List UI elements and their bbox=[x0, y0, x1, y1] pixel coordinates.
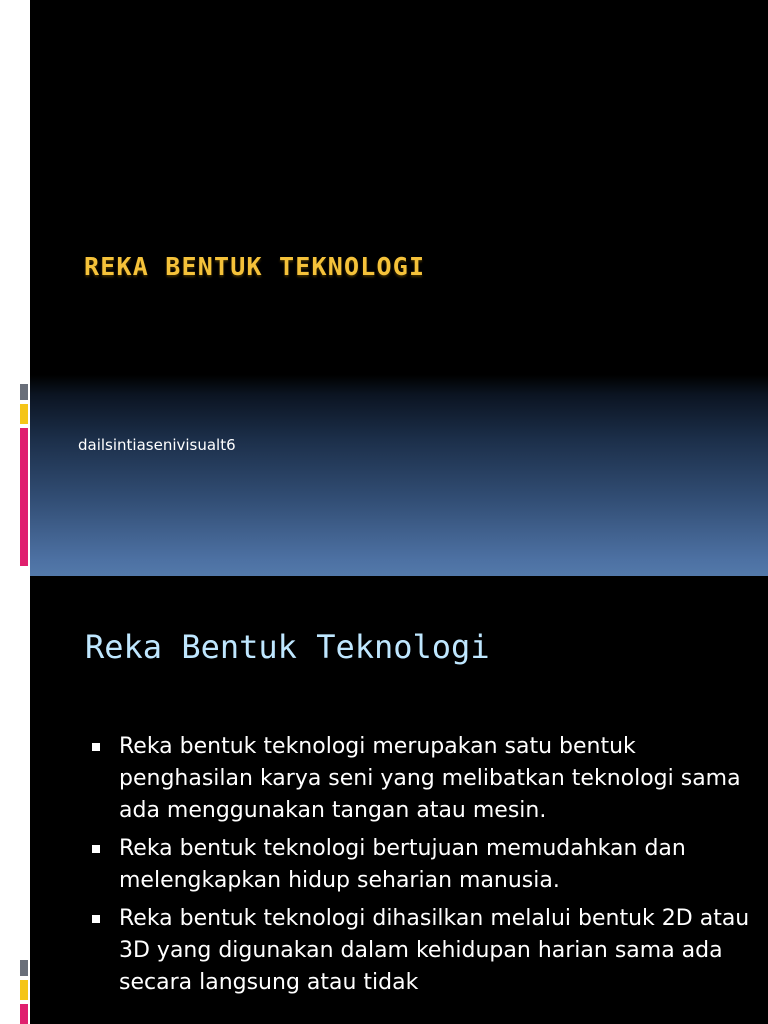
square-bullet-icon bbox=[92, 845, 100, 853]
bullet-list bbox=[90, 731, 750, 1005]
slide-title: REKA BENTUK TEKNOLOGI bbox=[84, 252, 426, 281]
accent-bar-gray bbox=[20, 384, 28, 400]
square-bullet-icon bbox=[92, 915, 100, 923]
bullet-text: Reka bentuk teknologi dihasilkan melalui bentuk 2D atau 3D yang digunakan dalam kehidupan harian sama ada secara langsung atau tidak bbox=[119, 906, 750, 995]
bullet-text: Reka bentuk teknologi bertujuan memudahkan dan melengkapkan hidup seharian manusia. bbox=[119, 836, 686, 893]
accent-bar-pink bbox=[20, 428, 28, 566]
square-bullet-icon bbox=[92, 743, 100, 751]
slide-title: Reka Bentuk Teknologi bbox=[85, 628, 490, 666]
slide-subtitle: dailsintiasenivisualt6 bbox=[78, 436, 236, 454]
accent-bar-yellow bbox=[20, 404, 28, 424]
slide-marker-icon bbox=[18, 636, 30, 662]
slide-marker-icon bbox=[18, 60, 30, 86]
bullet-text: Reka bentuk teknologi merupakan satu bentuk penghasilan karya seni yang melibatkan teknologi sama ada menggunakan tangan atau mesin. bbox=[119, 734, 741, 823]
accent-bar-pink bbox=[20, 1004, 28, 1024]
accent-bar-yellow bbox=[20, 980, 28, 1000]
slide-2 bbox=[30, 576, 768, 1024]
bullet-item bbox=[90, 731, 750, 827]
accent-bar-gray bbox=[20, 960, 28, 976]
slide-1 bbox=[30, 0, 768, 576]
bullet-item bbox=[90, 903, 750, 999]
bullet-item bbox=[90, 833, 750, 897]
